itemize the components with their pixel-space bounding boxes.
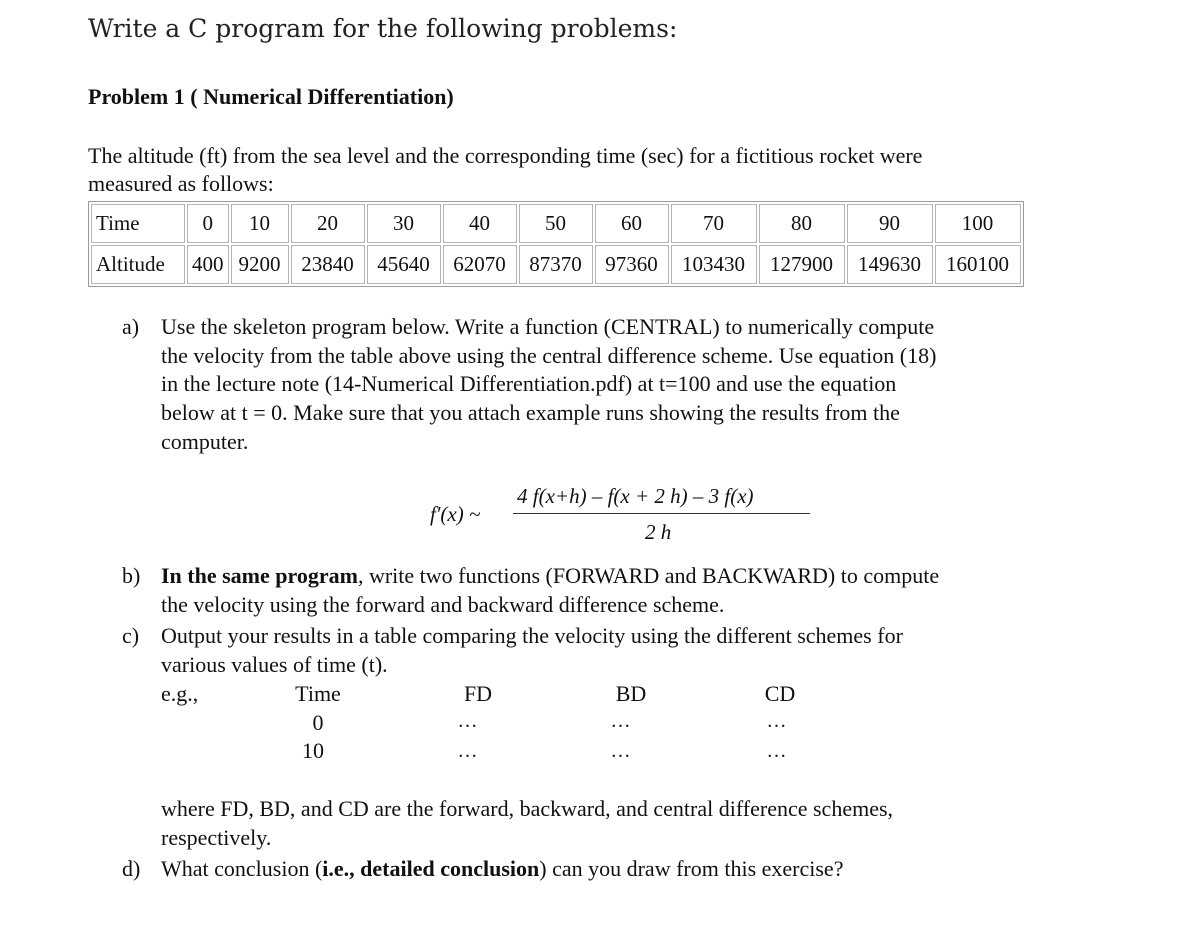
example-time-0: 0 [312,710,324,735]
table-cell: 40 [443,204,517,243]
table-cell: 149630 [847,245,933,284]
problem-title: Problem 1 ( Numerical Differentiation) [88,84,454,109]
altitude-data-table [88,201,1024,287]
header-cd: CD [764,681,796,706]
table-cell: 20 [291,204,365,243]
header-fd: FD [463,681,493,706]
table-cell: 9200 [231,245,289,284]
table-row-time [91,204,1021,243]
table-cell: 70 [671,204,757,243]
part-a-line-1: Use the skeleton program below. Write a function (CENTRAL) to numerically compute [161,314,935,339]
table-cell: 127900 [759,245,845,284]
part-a-line-2: the velocity from the table above using the central difference scheme. Use equation (18) [161,343,937,368]
example-bd-0: … [610,710,632,732]
part-b-line-2: the velocity using the forward and backward difference scheme. [161,592,725,617]
table-row-altitude [91,245,1021,284]
equation-numerator: 4 f(x+h) – f(x + 2 h) – 3 f(x) [517,484,754,508]
part-a-line-5: computer. [161,429,249,454]
table-cell: 10 [231,204,289,243]
part-d-line [161,856,843,882]
example-fd-0: … [457,710,479,732]
table-cell: 30 [367,204,441,243]
example-label: e.g., [161,681,199,706]
table-cell: 97360 [595,245,669,284]
part-b-line-1 [161,563,939,589]
where-line-2: respectively. [161,825,272,850]
equation-denominator: 2 h [645,520,672,544]
equation-lhs: f′(x) ~ [430,502,481,526]
table-cell: 160100 [935,245,1021,284]
table-cell: 100 [935,204,1021,243]
part-b-bold-lead: In the same program [161,563,358,588]
fraction-bar [513,513,810,514]
table-cell: 87370 [519,245,593,284]
part-a-line-4: below at t = 0. Make sure that you attach example runs showing the results from the [161,400,900,425]
part-c-marker: c) [122,623,140,648]
part-d-text-end: ) can you draw from this exercise? [539,856,844,881]
part-d-bold: i.e., detailed conclusion [322,856,540,881]
table-cell: 80 [759,204,845,243]
where-line-1: where FD, BD, and CD are the forward, backward, and central difference schemes, [161,796,894,821]
table-cell: 50 [519,204,593,243]
header-bd: BD [615,681,647,706]
part-c-line-1: Output your results in a table comparing the velocity using the different schemes for [161,623,903,648]
part-b-line-1-rest: , write two functions (FORWARD and BACKWARD) to compute [357,563,940,588]
part-d-text-start: What conclusion ( [161,856,323,881]
intro-heading: Write a C program for the following problems: [88,14,678,43]
table-cell: 0 [187,204,229,243]
description-line-2: measured as follows: [88,171,274,196]
table-cell: 23840 [291,245,365,284]
part-a-line-3: in the lecture note (14-Numerical Differentiation.pdf) at t=100 and use the equation [161,371,897,396]
example-cd-0: … [766,710,788,732]
example-fd-1: … [457,740,479,762]
table-cell: 400 [187,245,229,284]
part-a-marker: a) [122,314,140,339]
table-cell: 103430 [671,245,757,284]
description-line-1: The altitude (ft) from the sea level and the corresponding time (sec) for a fictitious rocket were [88,143,923,168]
row-label-time: Time [91,204,185,243]
example-time-1: 10 [302,738,324,763]
example-cd-1: … [766,740,788,762]
table-cell: 62070 [443,245,517,284]
part-b-marker: b) [122,563,141,588]
part-c-line-2: various values of time (t). [161,652,388,677]
row-label-altitude: Altitude [91,245,185,284]
part-d-marker: d) [122,856,141,881]
table-cell: 45640 [367,245,441,284]
header-time: Time [295,681,341,706]
table-cell: 90 [847,204,933,243]
table-cell: 60 [595,204,669,243]
example-bd-1: … [610,740,632,762]
